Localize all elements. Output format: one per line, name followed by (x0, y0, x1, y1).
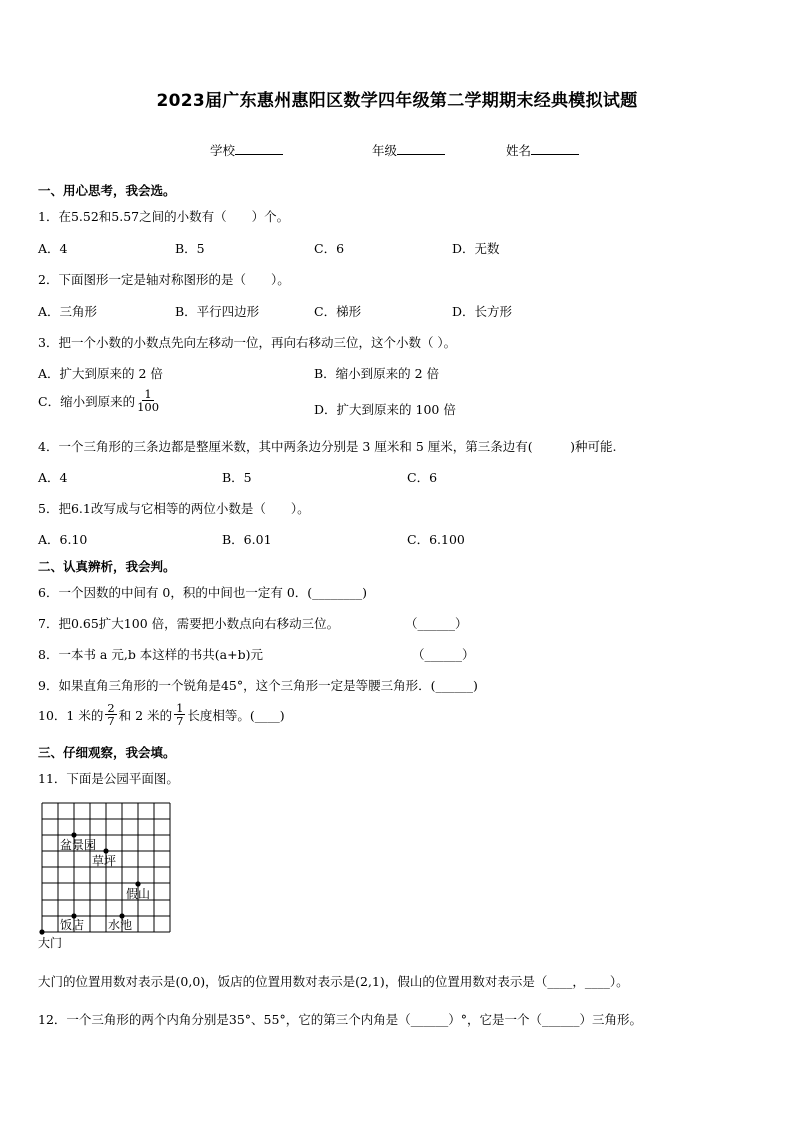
q1-option-c[interactable]: C．6 (314, 241, 345, 256)
question-12: 12．一个三角形的两个内角分别是35°、55°，它的第三个内角是（______）°，它是一个（______）三角形。 (38, 1012, 642, 1027)
name-blank[interactable] (531, 142, 579, 155)
jiashan-label: 假山 (126, 887, 151, 901)
q10-prefix: 10．1 米的 (38, 707, 104, 723)
caoping-label: 草坪 (92, 854, 117, 868)
q11-pair-damen: (0,0) (175, 974, 206, 989)
grade-blank[interactable] (397, 142, 445, 155)
fraction-denominator: 7 (107, 714, 115, 729)
section-3-heading: 三、仔细观察，我会填。 (38, 745, 176, 760)
question-6: 6．一个因数的中间有 0，积的中间也一定有 0．(________) (38, 585, 368, 600)
q2-option-a[interactable]: A．三角形 (38, 304, 98, 319)
q4-option-b[interactable]: B．5 (222, 470, 252, 485)
question-1: 1．在5.52和5.57之间的小数有（ ）个。 (38, 209, 290, 224)
question-11: 11．下面是公园平面图。 (38, 771, 179, 786)
q2-option-c[interactable]: C．梯形 (314, 304, 362, 319)
question-3: 3．把一个小数的小数点先向左移动一位，再向右移动三位，这个小数（ ）。 (38, 335, 457, 350)
q8-answer-blank[interactable]: （______） (412, 647, 475, 662)
q11-pair-fandian: (2,1) (355, 974, 385, 989)
q7-answer-blank[interactable]: （______） (405, 616, 468, 631)
grade-label: 年级 (372, 143, 398, 158)
question-7: 7．把0.65扩大100 倍，需要把小数点向右移动三位。 (38, 616, 340, 631)
school-blank[interactable] (235, 142, 283, 155)
question-4: 4．一个三角形的三条边都是整厘米数，其中两条边分别是 3 厘米和 5 厘米，第三条边有( )种可能. (38, 439, 617, 454)
grade-field (372, 141, 445, 159)
section-2-heading: 二、认真辨析，我会判。 (38, 559, 176, 574)
fraction-denominator: 7 (176, 714, 184, 729)
penjingyuan-point (71, 832, 76, 837)
q3-option-d[interactable]: D．扩大到原来的 100 倍 (314, 402, 456, 417)
fraction-numerator: 1 (176, 701, 184, 715)
q3-option-c-fraction (137, 388, 159, 413)
question-2: 2．下面图形一定是轴对称图形的是（ ）。 (38, 272, 290, 287)
q10-fraction-1 (105, 702, 116, 727)
name-field (506, 141, 579, 159)
question-9: 9．如果直角三角形的一个锐角是45°，这个三角形一定是等腰三角形．(______) (38, 678, 478, 693)
page-title: 2023届广东惠州惠阳区数学四年级第二学期期末经典模拟试题 (156, 91, 638, 111)
park-map-grid (38, 799, 178, 951)
school-label: 学校 (210, 143, 236, 158)
fraction-numerator: 2 (107, 701, 115, 715)
jiashan-point (135, 881, 140, 886)
q11-sentence-b: ，饭店的位置用数对表示是 (205, 974, 356, 989)
q4-option-a[interactable]: A．4 (38, 470, 68, 485)
q3-option-c[interactable] (38, 388, 161, 413)
school-field (210, 141, 283, 159)
q10-middle: 和 2 米的 (118, 707, 173, 723)
q4-option-c[interactable]: C．6 (407, 470, 438, 485)
shuichi-label: 水池 (108, 918, 133, 932)
question-5: 5．把6.1改写成与它相等的两位小数是（ ）。 (38, 501, 310, 516)
q1-option-b[interactable]: B．5 (175, 241, 205, 256)
damen-point (39, 929, 44, 934)
name-label: 姓名 (506, 143, 532, 158)
penjingyuan-label: 盆景园 (60, 838, 97, 852)
fraction-denominator: 100 (137, 400, 160, 415)
q2-option-d[interactable]: D．长方形 (452, 304, 513, 319)
q5-option-a[interactable]: A．6.10 (38, 532, 88, 547)
fandian-label: 饭店 (60, 918, 85, 932)
q11-question (38, 972, 629, 990)
question-8: 8．一本书 a 元,b 本这样的书共(a+b)元 (38, 647, 263, 662)
section-1-heading: 一、用心思考，我会选。 (38, 183, 176, 198)
damen-label: 大门 (38, 936, 63, 950)
fraction-numerator: 1 (144, 387, 152, 401)
q11-sentence-c: ，假山的位置用数对表示是（____，____）。 (384, 974, 629, 989)
q10-suffix: 长度相等。(____) (187, 707, 285, 723)
q5-option-b[interactable]: B．6.01 (222, 532, 272, 547)
q5-option-c[interactable]: C．6.100 (407, 532, 465, 547)
q11-sentence-a: 大门的位置用数对表示是 (38, 974, 176, 989)
q2-option-b[interactable]: B．平行四边形 (175, 304, 260, 319)
question-10 (38, 702, 285, 727)
q10-fraction-2 (174, 702, 185, 727)
q3-option-c-label: C．缩小到原来的 (38, 393, 136, 409)
q3-option-b[interactable]: B．缩小到原来的 2 倍 (314, 366, 440, 381)
q3-option-a[interactable]: A．扩大到原来的 2 倍 (38, 366, 163, 381)
q1-option-d[interactable]: D．无数 (452, 241, 500, 256)
caoping-point (103, 848, 108, 853)
q1-option-a[interactable]: A．4 (38, 241, 68, 256)
